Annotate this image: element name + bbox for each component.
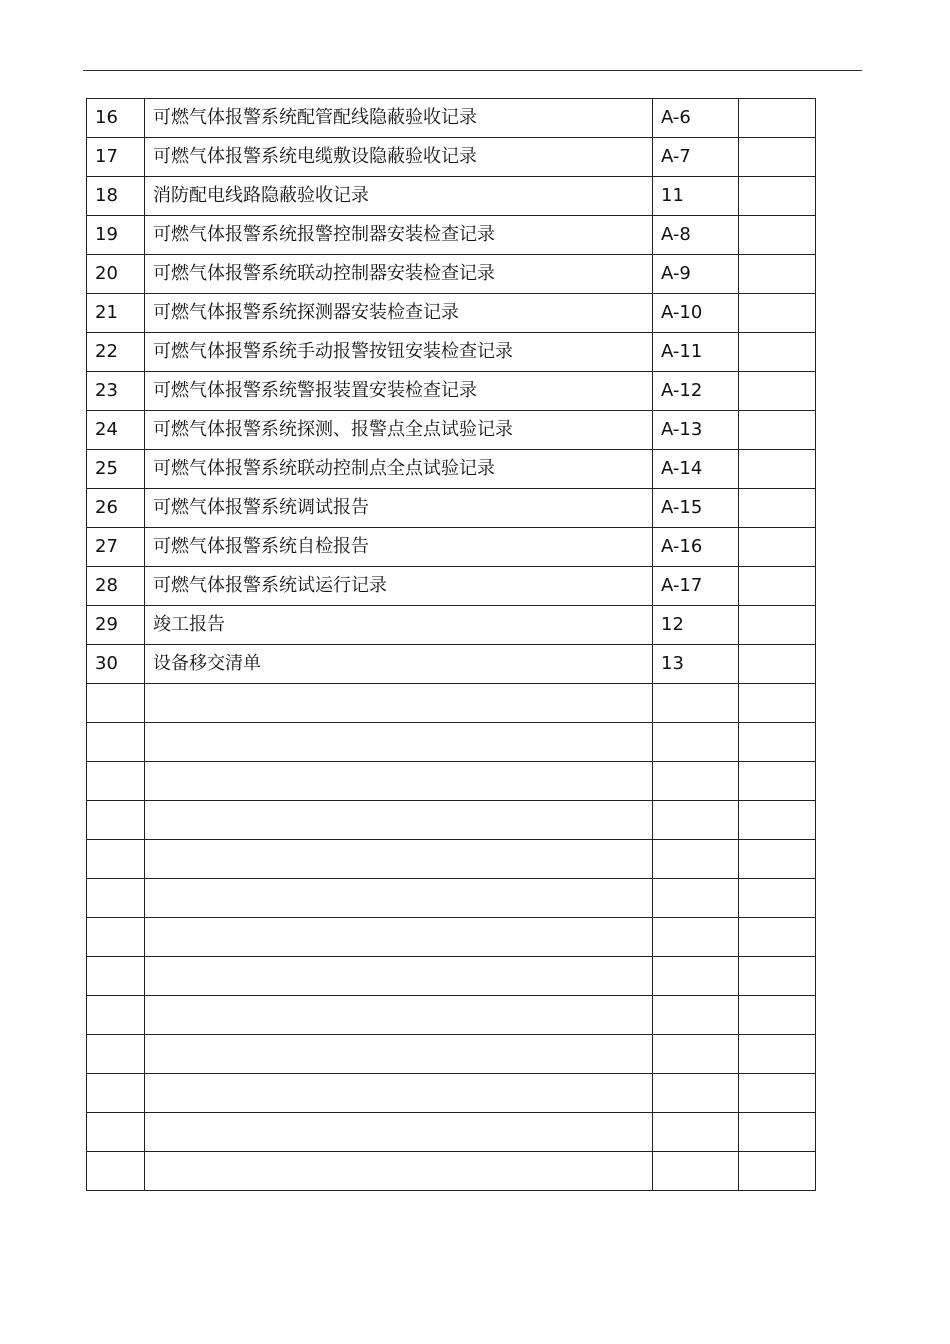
remark-cell xyxy=(739,216,816,255)
table-row xyxy=(87,840,816,879)
document-name-cell xyxy=(145,957,653,996)
remark-cell xyxy=(739,138,816,177)
table-row xyxy=(87,177,816,216)
document-name-cell: 可燃气体报警系统联动控制点全点试验记录 xyxy=(145,450,653,489)
row-number-cell: 29 xyxy=(87,606,145,645)
document-name-cell: 可燃气体报警系统配管配线隐蔽验收记录 xyxy=(145,99,653,138)
form-code-cell: A-11 xyxy=(653,333,739,372)
table-row xyxy=(87,489,816,528)
remark-cell xyxy=(739,606,816,645)
table-row xyxy=(87,138,816,177)
document-index-table xyxy=(86,98,816,1191)
row-number-cell xyxy=(87,957,145,996)
table-row xyxy=(87,996,816,1035)
row-number-cell xyxy=(87,1074,145,1113)
remark-cell xyxy=(739,996,816,1035)
form-code-cell xyxy=(653,684,739,723)
table-row xyxy=(87,1113,816,1152)
remark-cell xyxy=(739,723,816,762)
remark-cell xyxy=(739,957,816,996)
table-row xyxy=(87,99,816,138)
remark-cell xyxy=(739,1152,816,1191)
row-number-cell: 24 xyxy=(87,411,145,450)
remark-cell xyxy=(739,567,816,606)
form-code-cell: A-8 xyxy=(653,216,739,255)
document-name-cell: 可燃气体报警系统手动报警按钮安装检查记录 xyxy=(145,333,653,372)
form-code-cell xyxy=(653,957,739,996)
table-row xyxy=(87,762,816,801)
remark-cell xyxy=(739,879,816,918)
document-name-cell xyxy=(145,762,653,801)
remark-cell xyxy=(739,1035,816,1074)
remark-cell xyxy=(739,645,816,684)
table-row xyxy=(87,918,816,957)
document-name-cell xyxy=(145,879,653,918)
form-code-cell: A-13 xyxy=(653,411,739,450)
table-body xyxy=(87,99,816,1191)
form-code-cell: A-15 xyxy=(653,489,739,528)
row-number-cell: 17 xyxy=(87,138,145,177)
form-code-cell xyxy=(653,1152,739,1191)
document-name-cell xyxy=(145,801,653,840)
remark-cell xyxy=(739,294,816,333)
row-number-cell: 21 xyxy=(87,294,145,333)
row-number-cell xyxy=(87,762,145,801)
form-code-cell xyxy=(653,801,739,840)
remark-cell xyxy=(739,528,816,567)
table-row xyxy=(87,216,816,255)
form-code-cell xyxy=(653,1113,739,1152)
table-row xyxy=(87,879,816,918)
document-name-cell: 可燃气体报警系统自检报告 xyxy=(145,528,653,567)
table-row xyxy=(87,684,816,723)
document-name-cell xyxy=(145,1152,653,1191)
document-name-cell: 设备移交清单 xyxy=(145,645,653,684)
document-name-cell: 竣工报告 xyxy=(145,606,653,645)
document-name-cell: 可燃气体报警系统报警控制器安装检查记录 xyxy=(145,216,653,255)
form-code-cell xyxy=(653,918,739,957)
row-number-cell xyxy=(87,996,145,1035)
table-row xyxy=(87,372,816,411)
table-row xyxy=(87,1074,816,1113)
remark-cell xyxy=(739,840,816,879)
row-number-cell: 19 xyxy=(87,216,145,255)
document-name-cell xyxy=(145,918,653,957)
document-name-cell xyxy=(145,1113,653,1152)
remark-cell xyxy=(739,801,816,840)
table-row xyxy=(87,411,816,450)
table-row xyxy=(87,294,816,333)
row-number-cell: 26 xyxy=(87,489,145,528)
table-row xyxy=(87,723,816,762)
form-code-cell xyxy=(653,1035,739,1074)
remark-cell xyxy=(739,255,816,294)
remark-cell xyxy=(739,1074,816,1113)
table-row xyxy=(87,255,816,294)
table-row xyxy=(87,801,816,840)
row-number-cell: 16 xyxy=(87,99,145,138)
form-code-cell xyxy=(653,1074,739,1113)
document-name-cell xyxy=(145,840,653,879)
table-row xyxy=(87,957,816,996)
row-number-cell: 28 xyxy=(87,567,145,606)
row-number-cell: 22 xyxy=(87,333,145,372)
row-number-cell xyxy=(87,918,145,957)
document-name-cell: 可燃气体报警系统调试报告 xyxy=(145,489,653,528)
form-code-cell xyxy=(653,996,739,1035)
remark-cell xyxy=(739,1113,816,1152)
table-row xyxy=(87,450,816,489)
row-number-cell xyxy=(87,723,145,762)
row-number-cell xyxy=(87,684,145,723)
remark-cell xyxy=(739,411,816,450)
row-number-cell xyxy=(87,1035,145,1074)
document-name-cell xyxy=(145,684,653,723)
document-name-cell: 可燃气体报警系统试运行记录 xyxy=(145,567,653,606)
row-number-cell xyxy=(87,879,145,918)
remark-cell xyxy=(739,450,816,489)
document-name-cell: 可燃气体报警系统联动控制器安装检查记录 xyxy=(145,255,653,294)
form-code-cell: A-17 xyxy=(653,567,739,606)
document-name-cell: 消防配电线路隐蔽验收记录 xyxy=(145,177,653,216)
remark-cell xyxy=(739,489,816,528)
document-name-cell xyxy=(145,1074,653,1113)
row-number-cell xyxy=(87,1152,145,1191)
row-number-cell: 27 xyxy=(87,528,145,567)
document-name-cell: 可燃气体报警系统探测器安装检查记录 xyxy=(145,294,653,333)
form-code-cell: A-10 xyxy=(653,294,739,333)
document-name-cell xyxy=(145,723,653,762)
document-name-cell xyxy=(145,1035,653,1074)
remark-cell xyxy=(739,99,816,138)
form-code-cell: A-14 xyxy=(653,450,739,489)
row-number-cell xyxy=(87,1113,145,1152)
document-name-cell: 可燃气体报警系统电缆敷设隐蔽验收记录 xyxy=(145,138,653,177)
remark-cell xyxy=(739,333,816,372)
table-row xyxy=(87,333,816,372)
document-name-cell: 可燃气体报警系统探测、报警点全点试验记录 xyxy=(145,411,653,450)
form-code-cell: 12 xyxy=(653,606,739,645)
form-code-cell xyxy=(653,879,739,918)
row-number-cell: 30 xyxy=(87,645,145,684)
form-code-cell: A-7 xyxy=(653,138,739,177)
remark-cell xyxy=(739,684,816,723)
document-name-cell xyxy=(145,996,653,1035)
form-code-cell: A-6 xyxy=(653,99,739,138)
form-code-cell: 11 xyxy=(653,177,739,216)
row-number-cell: 20 xyxy=(87,255,145,294)
remark-cell xyxy=(739,372,816,411)
remark-cell xyxy=(739,177,816,216)
form-code-cell: A-16 xyxy=(653,528,739,567)
row-number-cell: 18 xyxy=(87,177,145,216)
form-code-cell: 13 xyxy=(653,645,739,684)
document-name-cell: 可燃气体报警系统警报装置安装检查记录 xyxy=(145,372,653,411)
remark-cell xyxy=(739,762,816,801)
table-row xyxy=(87,645,816,684)
form-code-cell xyxy=(653,840,739,879)
table-row xyxy=(87,528,816,567)
table-row xyxy=(87,1152,816,1191)
row-number-cell: 23 xyxy=(87,372,145,411)
form-code-cell xyxy=(653,723,739,762)
table-row xyxy=(87,567,816,606)
form-code-cell: A-9 xyxy=(653,255,739,294)
table-row xyxy=(87,606,816,645)
row-number-cell: 25 xyxy=(87,450,145,489)
form-code-cell xyxy=(653,762,739,801)
header-rule xyxy=(83,70,862,71)
remark-cell xyxy=(739,918,816,957)
row-number-cell xyxy=(87,801,145,840)
row-number-cell xyxy=(87,840,145,879)
form-code-cell: A-12 xyxy=(653,372,739,411)
table-row xyxy=(87,1035,816,1074)
